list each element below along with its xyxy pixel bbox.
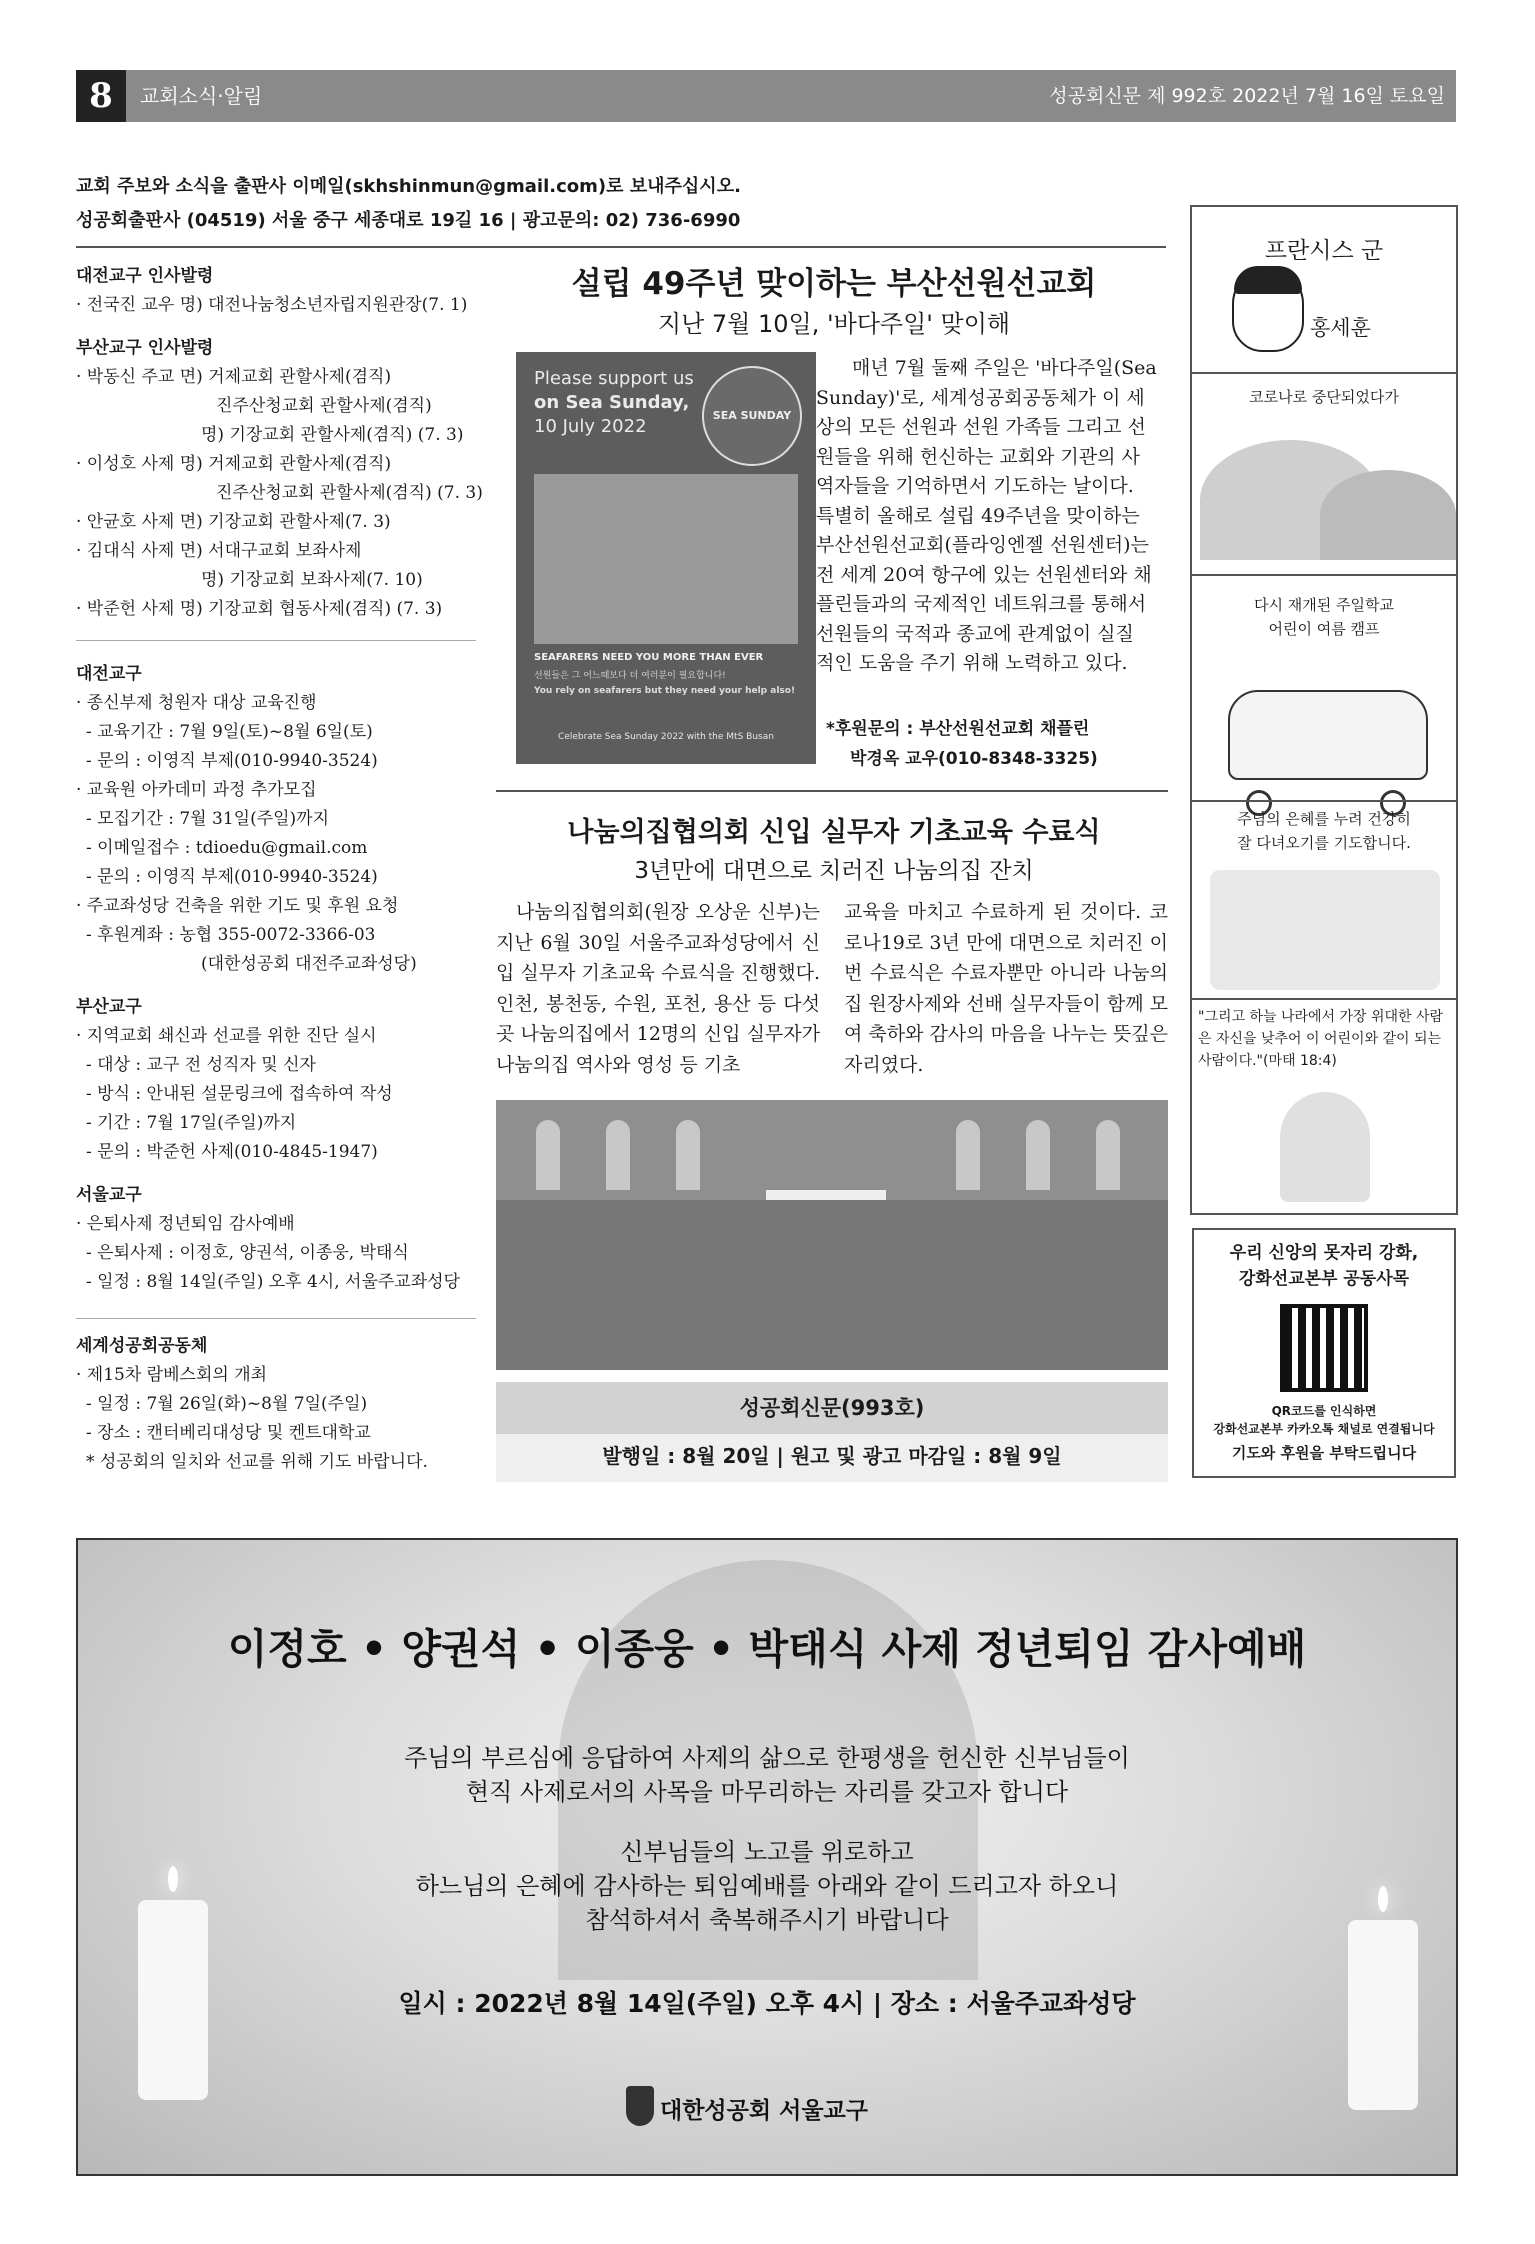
comic-caption: 다시 재개된 주일학교 [1254,596,1394,614]
banner-organization: 대한성공회 서울교구 [660,2098,868,2124]
page-number: 8 [76,70,126,122]
list-item: · 제15차 람베스회의 개최 [76,1365,268,1385]
church-window [1096,1120,1120,1190]
article1-body [816,354,1168,679]
group-of-people [496,1200,1168,1370]
list-item: · 안균호 사제 면) 기장교회 관할사제(7. 3) [76,512,391,532]
diocese-seal-icon [626,2086,654,2126]
banner-text: 주님의 부르심에 응답하여 사제의 삶으로 한평생을 헌신한 신부님들이 [404,1744,1130,1772]
poster-tagline: You rely on seafarers but they need your help also! [534,686,796,696]
body-line: 선원들의 국적과 종교에 관계없이 실질 [816,622,1134,645]
communion-heading: 세계성공회공동체 [76,1336,208,1356]
church-window [676,1120,700,1190]
list-item: 진주산청교회 관할사제(겸직) [216,396,432,416]
list-item: - 후원계좌 : 농협 355-0072-3366-03 [86,925,376,945]
body-line: 역자들을 기억하면서 기도하는 날이다. [816,475,1134,497]
list-item: * 성공회의 일치와 선교를 위해 기도 바랍니다. [86,1452,428,1472]
issue-info: 성공회신문 제 992호 2022년 7월 16일 토요일 [1049,85,1445,107]
list-item: · 박동신 주교 면) 거제교회 관할사제(겸직) [76,367,392,387]
list-item: · 주교좌성당 건축을 위한 기도 및 후원 요청 [76,896,399,916]
left-column-notices [76,660,486,1297]
church-window [956,1120,980,1190]
divider [76,640,476,641]
qr-ad-text [1192,1402,1456,1438]
bus-shape [1228,690,1428,780]
list-item: - 문의 : 이영직 부제(010-9940-3524) [86,867,378,887]
poster-headline-ko: 선원들은 그 어느때보다 더 여러분이 필요합니다! [534,671,726,681]
poster-headline: SEAFARERS NEED YOU MORE THAN EVER [534,652,764,663]
qr-ad-title [1192,1240,1456,1292]
banner-text: 참석하셔서 축복해주시기 바랍니다 [585,1906,949,1934]
children-illustration [1210,870,1440,990]
qr-ad-footer: 기도와 후원을 부탁드립니다 [1231,1444,1417,1462]
qr-text-line: 강화선교본부 카카오톡 채널로 연결됩니다 [1213,1422,1435,1436]
list-item: · 종신부제 청원자 대상 교육진행 [76,693,317,713]
poster-line: Please support us [534,368,694,389]
article2-subtitle: 3년만에 대면으로 치러진 나눔의집 잔치 [634,858,1034,884]
list-item: - 교육기간 : 7월 9일(토)~8월 6일(토) [86,722,373,742]
sea-sunday-badge: SEA SUNDAY [702,366,802,466]
comic-caption: 주님의 은혜를 누려 건강히 [1237,810,1411,828]
daejeon-personnel-heading: 대전교구 인사발령 [76,266,214,286]
list-item: - 일정 : 8월 14일(주일) 오후 4시, 서울주교좌성당 [86,1272,460,1292]
list-item: · 지역교회 쇄신과 선교를 위한 진단 실시 [76,1026,377,1046]
list-item: · 김대식 사제 면) 서대구교회 보좌사제 [76,541,362,561]
body-line: 특별히 올해로 설립 49주년을 맞이하는 [816,504,1140,527]
bible-quote: "그리고 하늘 나라에서 가장 위대한 사람은 자신을 낮추어 이 어린이와 같이 되는 사람이다."(마태 18:4) [1198,1009,1444,1069]
list-item: - 방식 : 안내된 설문링크에 접속하여 작성 [86,1084,393,1104]
comic-title: 프란시스 군 [1264,238,1384,264]
church-window [1026,1120,1050,1190]
list-item: - 기간 : 7월 17일(주일)까지 [86,1113,297,1133]
donation-inquiry [826,714,1166,774]
banner-text: 현직 사제로서의 사목을 마무리하는 자리를 갖고자 합니다 [465,1778,1069,1806]
banner-text: 신부님들의 노고를 위로하고 [620,1838,914,1866]
sea-sunday-poster [516,352,816,764]
list-item: - 문의 : 이영직 부제(010-9940-3524) [86,751,378,771]
poster-footer: Celebrate Sea Sunday 2022 with the MtS Busan [558,732,774,742]
list-item: - 이메일접수 : tdioedu@gmail.com [86,838,368,858]
qr-title-line: 강화선교본부 공동사목 [1238,1269,1410,1289]
comic-caption: 코로나로 중단되었다가 [1249,388,1399,406]
inquiry-line: *후원문의 : 부산선원선교회 채플린 [826,719,1090,739]
banner-text: 하느님의 은혜에 감사하는 퇴임예배를 아래와 같이 드리고자 하오니 [415,1872,1119,1900]
body-line: 원들을 위해 헌신하는 교회와 기관의 사 [816,445,1140,468]
poster-line: on Sea Sunday, [534,392,690,413]
seoul-heading: 서울교구 [76,1185,142,1205]
list-item: · 은퇴사제 정년퇴임 감사예배 [76,1214,295,1234]
character-hair [1234,266,1302,294]
article1-subtitle: 지난 7월 10일, '바다주일' 맞이해 [657,310,1011,338]
article1-title: 설립 49주년 맞이하는 부산선원선교회 [571,266,1097,302]
article2-photo [496,1100,1168,1370]
section-name: 교회소식·알림 [140,84,263,108]
comic-caption: 잘 다녀오기를 기도합니다. [1237,834,1411,852]
list-item: - 일정 : 7월 26일(화)~8월 7일(주일) [86,1394,368,1414]
list-item: · 박준헌 사제 명) 기장교회 협동사제(겸직) (7. 3) [76,599,443,619]
busan-personnel-heading: 부산교구 인사발령 [76,338,214,358]
hill-shape [1320,470,1456,560]
poster-photo [534,474,798,644]
body-line: 부산선원선교회(플라잉엔젤 선원센터)는 [816,534,1149,556]
list-item: 명) 기장교회 보좌사제(7. 10) [201,570,423,590]
next-issue-title: 성공회신문(993호) [496,1382,1168,1434]
qr-code-icon[interactable] [1280,1304,1368,1392]
qr-text-line: QR코드를 인식하면 [1271,1404,1377,1418]
list-item: - 장소 : 캔터베리대성당 및 켄트대학교 [86,1423,371,1443]
list-item: (대한성공회 대전주교좌성당) [201,954,417,974]
comic-caption: 어린이 여름 캠프 [1268,620,1380,638]
list-item: - 문의 : 박준헌 사제(010-4845-1947) [86,1142,378,1162]
divider [496,790,1168,792]
left-column-communion [76,1332,486,1477]
list-item: - 대상 : 교구 전 성직자 및 신자 [86,1055,316,1075]
list-item: 진주산청교회 관할사제(겸직) (7. 3) [216,483,483,503]
divider [76,246,1166,248]
jesus-illustration [1280,1092,1370,1202]
daejeon-heading: 대전교구 [76,664,142,684]
body-line: 전 세계 20여 항구에 있는 선원센터와 채 [816,563,1152,586]
body-line: 매년 7월 둘째 주일은 '바다주일(Sea [852,357,1157,379]
comic-author: 홍세훈 [1310,316,1371,340]
contact-email-line: 교회 주보와 소식을 출판사 이메일(skhshinmun@gmail.com)로 보내주십시오. [76,176,741,197]
next-issue-info: 발행일 : 8월 20일 | 원고 및 광고 마감일 : 8월 9일 [602,1444,1062,1468]
article2-column2: 교육을 마치고 수료하게 된 것이다. 코로나19로 3년 만에 대면으로 치러진 이번 수료식은 수료자뿐만 아니라 나눔의집 원장사제와 선배 실무자들이 함께 모여 축하와 감사의 마음을 나누는 뜻깊은 자리였다. [844,901,1168,1076]
divider [76,1318,476,1319]
list-item: - 은퇴사제 : 이정호, 양권석, 이종웅, 박태식 [86,1243,409,1263]
article2-title: 나눔의집협의회 신입 실무자 기초교육 수료식 [567,817,1101,848]
banner-date-place: 일시 : 2022년 8월 14일(주일) 오후 4시 | 장소 : 서울주교좌성당 [398,1989,1136,2018]
list-item: · 교육원 아카데미 과정 추가모집 [76,780,317,800]
body-line: Sunday)'로, 세계성공회공동체가 이 세 [816,386,1145,409]
busan-heading: 부산교구 [76,997,142,1017]
qr-title-line: 우리 신앙의 못자리 강화, [1229,1243,1419,1263]
list-item: · 전국진 교우 명) 대전나눔청소년자립지원관장(7. 1) [76,295,468,315]
list-item: - 모집기간 : 7월 31일(주일)까지 [86,809,330,829]
body-line: 적인 도움을 주기 위해 노력하고 있다. [816,652,1128,674]
poster-line: 10 July 2022 [534,416,647,437]
list-item: · 이성호 사제 명) 거제교회 관할사제(겸직) [76,454,392,474]
church-window [536,1120,560,1190]
contact-address-line: 성공회출판사 (04519) 서울 중구 세종대로 19길 16 | 광고문의: 02) 736-6990 [76,210,741,231]
inquiry-line: 박경옥 교우(010-8348-3325) [850,749,1098,769]
left-column [76,262,486,624]
article2-column1: 나눔의집협의회(원장 오상운 신부)는 지난 6월 30일 서울주교좌성당에서 신입 실무자 기초교육 수료식을 진행했다. 인천, 봉천동, 수원, 포천, 용산 등 다섯 곳 나눔의집에서 12명의 신입 실무자가 나눔의집 역사와 영성 등 기초 [496,901,820,1076]
body-line: 상의 모든 선원과 선원 가족들 그리고 선 [816,416,1146,438]
list-item: 명) 기장교회 관할사제(겸직) (7. 3) [201,425,464,445]
church-window [606,1120,630,1190]
banner-title: 이정호 • 양권석 • 이종웅 • 박태식 사제 정년퇴임 감사예배 [227,1625,1307,1673]
body-line: 플린들과의 국제적인 네트워크를 통해서 [816,593,1147,615]
